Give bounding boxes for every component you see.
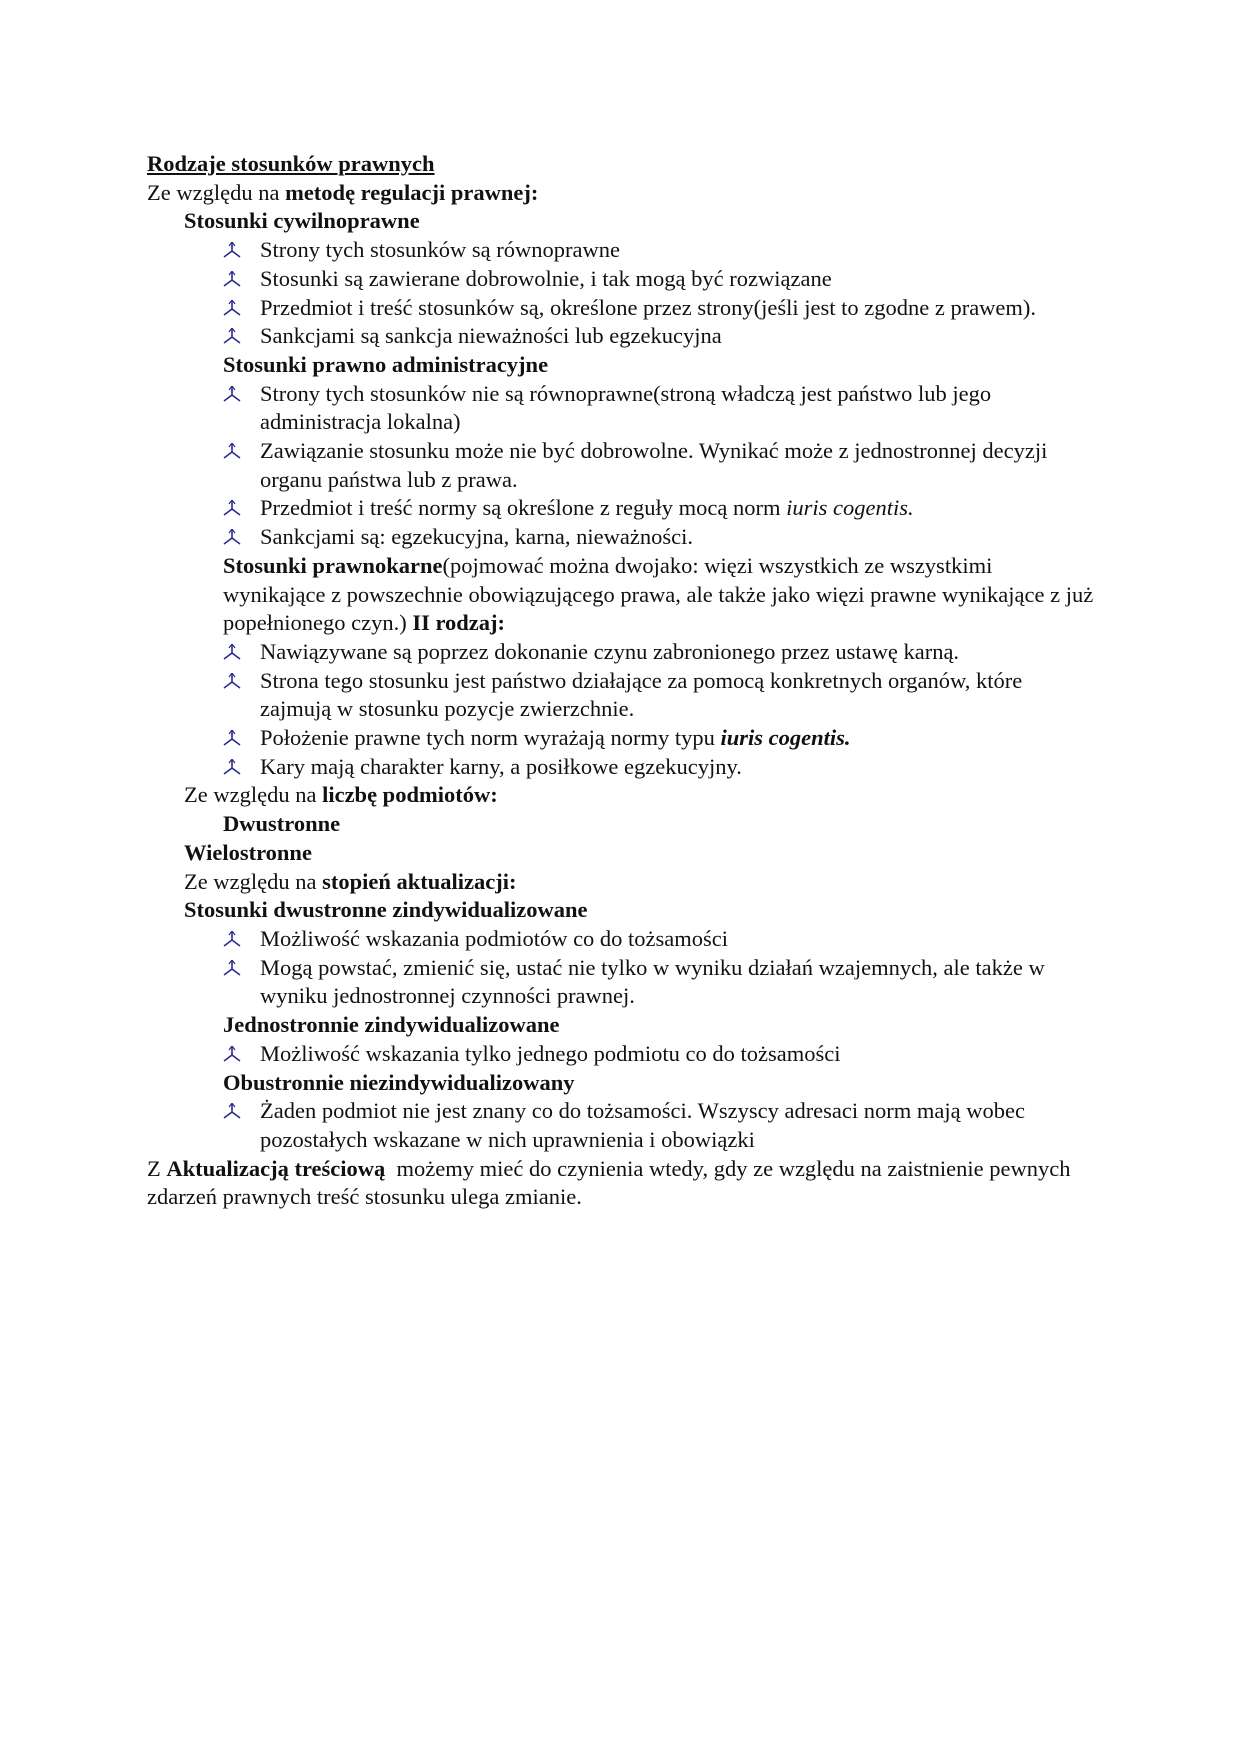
list-item: Przedmiot i treść stosunków są, określone przez strony(jeśli jest to zgodne z prawem). [147,294,1097,323]
tri-arrow-bullet-icon [223,730,241,746]
list-item: Zawiązanie stosunku może nie być dobrowolne. Wynikać może z jednostronnej decyzji organu państwa lub z prawa. [147,437,1097,494]
list-item: Położenie prawne tych norm wyrażają normy typu iuris cogentis. [147,724,1097,753]
tri-arrow-bullet-icon [223,242,241,258]
list-item: Nawiązywane są poprzez dokonanie czynu zabronionego przez ustawę karną. [147,638,1097,667]
final-paragraph: Z Aktualizacją treściową możemy mieć do czynienia wtedy, gdy ze względu na zaistnienie pewnych zdarzeń prawnych treść stosunku ulega zmianie. [147,1155,1077,1210]
document-page [147,150,1097,1212]
tri-arrow-bullet-icon [223,386,241,402]
section-intro-actualization: Ze względu na stopień aktualizacji: [184,868,517,894]
heading-multilateral: Wielostronne [184,839,312,865]
heading-civil: Stosunki cywilnoprawne [184,208,420,234]
list-item: Możliwość wskazania tylko jednego podmiotu co do tożsamości [147,1040,1097,1069]
tri-arrow-bullet-icon [223,500,241,516]
section-intro-subjects: Ze względu na liczbę podmiotów: [184,782,498,808]
tri-arrow-bullet-icon [223,328,241,344]
tri-arrow-bullet-icon [223,1103,241,1119]
list-item: Sankcjami są: egzekucyjna, karna, nieważności. [147,523,1097,552]
tri-arrow-bullet-icon [223,931,241,947]
heading-unilateral-individualized: Jednostronnie zindywidualizowane [223,1012,560,1038]
heading-admin: Stosunki prawno administracyjne [223,351,549,377]
tri-arrow-bullet-icon [223,759,241,775]
tri-arrow-bullet-icon [223,529,241,545]
list-item: Sankcjami są sankcja nieważności lub egzekucyjna [147,322,1097,351]
tri-arrow-bullet-icon [223,644,241,660]
tri-arrow-bullet-icon [223,960,241,976]
list-item: Przedmiot i treść normy są określone z reguły mocą norm iuris cogentis. [147,494,1097,523]
heading-bilateral-individualized: Stosunki dwustronne zindywidualizowane [184,897,588,923]
section-intro-method: Ze względu na metodę regulacji prawnej: [147,179,539,205]
document-title: Rodzaje stosunków prawnych [147,151,435,176]
list-item: Strony tych stosunków nie są równoprawne(stroną władczą jest państwo lub jego administracja lokalna) [147,380,1097,437]
tri-arrow-bullet-icon [223,673,241,689]
list-item: Żaden podmiot nie jest znany co do tożsamości. Wszyscy adresaci norm mają wobec pozostałych wskazane w nich uprawnienia i obowiązki [147,1097,1097,1154]
heading-criminal: Stosunki prawnokarne(pojmować można dwojako: więzi wszystkich ze wszystkimi wynikające z powszechnie obowiązującego prawa, ale także jako więzi prawne wynikające z już popełnionego czyn.) II rodzaj: [223,552,1094,636]
tri-arrow-bullet-icon [223,300,241,316]
list-item: Kary mają charakter karny, a posiłkowe egzekucyjny. [147,753,1097,782]
list-item: Mogą powstać, zmienić się, ustać nie tylko w wyniku działań wzajemnych, ale także w wyniku jednostronnej czynności prawnej. [147,954,1097,1011]
list-item: Strony tych stosunków są równoprawne [147,236,1097,265]
tri-arrow-bullet-icon [223,443,241,459]
list-item: Możliwość wskazania podmiotów co do tożsamości [147,925,1097,954]
tri-arrow-bullet-icon [223,271,241,287]
heading-bilateral: Dwustronne [223,811,341,837]
tri-arrow-bullet-icon [223,1046,241,1062]
heading-non-individualized: Obustronnie niezindywidualizowany [223,1069,575,1095]
list-item: Strona tego stosunku jest państwo działające za pomocą konkretnych organów, które zajmują w stosunku pozycje zwierzchnie. [147,667,1097,724]
list-item: Stosunki są zawierane dobrowolnie, i tak mogą być rozwiązane [147,265,1097,294]
